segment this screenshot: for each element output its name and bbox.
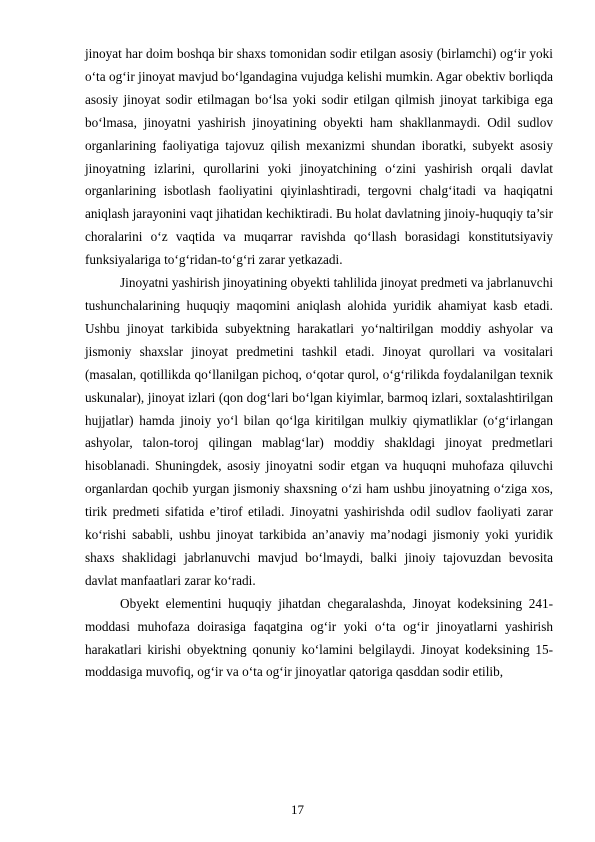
paragraph-2: Jinoyatni yashirish jinoyatining obyekti tahlilida jinoyat predmeti va jabrlanuvchi tushunchalarining huquqiy maqomini aniqlash alohida yuridik ahamiyat kasb etadi. Ushbu jinoyat tarkibida subyektning harakatlari yo‘naltirilgan moddiy ashyolar va jismoniy shaxslar jinoyat predmetini tashkil etadi. Jinoyat qurollari va vositalari (masalan, qotillikda qo‘llanilgan pichoq, o‘qotar qurol, o‘g‘rilikda foydalanilgan texnik uskunalar), jinoyat izlari (qon dog‘lari bo‘lgan kiyimlar, barmoq izlari, soxtalashtirilgan hujjatlar) hamda jinoiy yo‘l bilan qo‘lga kiritilgan mulkiy qiymatliklar (o‘g‘irlangan ashyolar, talon-toroj qilingan mablag‘lar) moddiy shakldagi jinoyat predmetlari hisoblanadi. Shuningdek, asosiy jinoyatni sodir etgan va huquqni muhofaza qiluvchi organlardan qochib yurgan jismoniy shaxsning o‘zi ham ushbu jinoyatning o‘ziga xos, tirik predmeti sifatida e’tirof etiladi. Jinoyatni yashirishda odil sudlov faoliyati zarar ko‘rishi sababli, ushbu jinoyat tarkibida an’anaviy ma’nodagi jismoniy yoki yuridik shaxs shaklidagi jabrlanuvchi mavjud bo‘lmaydi, balki jinoiy tajovuzdan bevosita davlat manfaatlari zarar ko‘radi.	[85, 275, 553, 588]
page-number: 17	[291, 802, 304, 817]
paragraph-1: jinoyat har doim boshqa bir shaxs tomonidan sodir etilgan asosiy (birlamchi) og‘ir yoki o‘ta og‘ir jinoyat mavjud bo‘lgandagina vujudga kelishi mumkin. Agar obektiv borliqda asosiy jinoyat sodir etilmagan bo‘lsa yoki sodir etilgan qilmish jinoyat tarkibiga ega bo‘lmasa, jinoyatni yashirish jinoyatining obyekti ham shakllanmaydi. Odil sudlov organlarining faoliyatiga tajovuz qilish mexanizmi shundan iboratki, subyekt asosiy jinoyatning izlarini, qurollarini yoki jinoyatchining o‘zini yashirish orqali davlat organlarining isbotlash faoliyatini qiyinlashtiradi, tergovni chalg‘itadi va haqiqatni aniqlash jarayonini vaqt jihatidan kechiktiradi. Bu holat davlatning jinoiy-huquqiy ta’sir choralarini o‘z vaqtida va muqarrar ravishda qo‘llash borasidagi konstitutsiyaviy funksiyalariga to‘g‘ridan-to‘g‘ri zarar yetkazadi.	[85, 46, 553, 268]
paragraph-3: Obyekt elementini huquqiy jihatdan chegaralashda, Jinoyat kodeksining 241-moddasi muhofaza doirasiga faqatgina og‘ir yoki o‘ta og‘ir jinoyatlarni yashirish harakatlari kirishi obyektning qonuniy ko‘lamini belgilaydi. Jinoyat kodeksining 15-moddasiga muvofiq, og‘ir va o‘ta og‘ir jinoyatlar qatoriga qasddan sodir etilib,	[85, 595, 553, 680]
document-page	[85, 43, 553, 684]
